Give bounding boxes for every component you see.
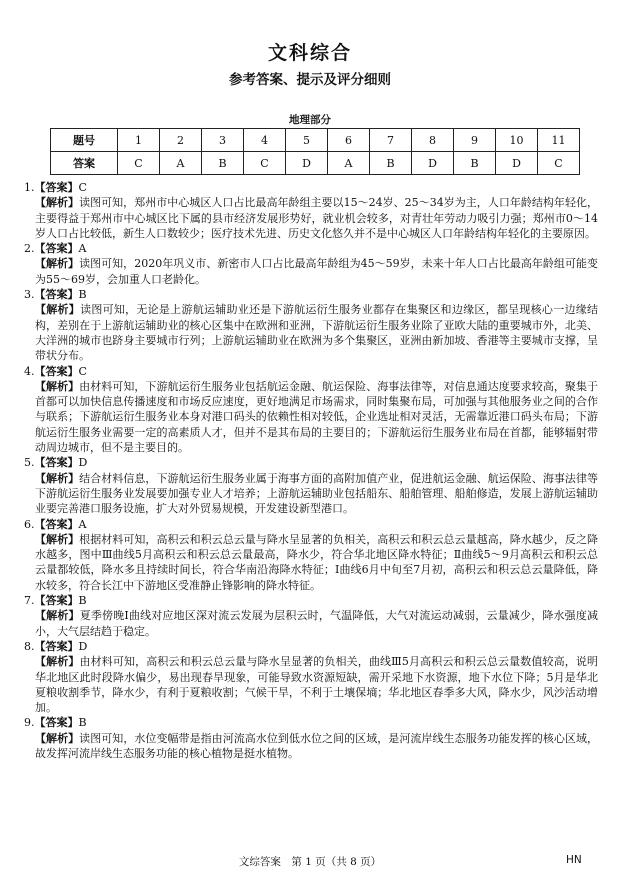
explanation-label: 【解析】 — [35, 196, 80, 210]
explanation-label: 【解析】 — [35, 379, 80, 393]
question-number: 3. — [24, 288, 35, 302]
table-cell-answer: D — [412, 152, 454, 175]
answer-value: B — [78, 594, 87, 608]
page-footer: 文综答案 第 1 页（共 8 页） — [238, 856, 382, 868]
answer-explanations — [24, 180, 598, 761]
answer-label: 【答案】 — [34, 716, 79, 730]
question-number: 6. — [24, 517, 35, 531]
explanation-text: 读图可知，2020年巩义市、新密市人口占比最高年龄组为45～59岁，未来十年人口占比最高年龄组可能变为55～69岁，会加重人口老龄化。 — [35, 257, 598, 286]
table-cell-number: 9 — [454, 129, 496, 152]
question-number: 7. — [24, 594, 35, 608]
explanation-label: 【解析】 — [35, 532, 80, 546]
table-cell-number: 2 — [160, 129, 202, 152]
question-number: 4. — [24, 364, 35, 378]
answer-label: 【答案】 — [34, 181, 79, 194]
table-cell-answer: C — [538, 152, 580, 175]
answer-table-number-row — [51, 129, 580, 152]
explanation — [24, 471, 598, 517]
answer-value: C — [78, 364, 87, 378]
answer-value: B — [78, 716, 87, 730]
answer-label: 【答案】 — [34, 456, 79, 470]
explanation-text: 由材料可知，下游航运衍生服务业包括航运金融、航运保险、海事法律等，对信息通达度要求较高，聚集于首都可以加快信息传播速度和市场反应速度，更好地满足市场需求，同时集聚布局，可加强与其他服务业之间的合作与联系；下游航运衍生服务业本身对港口码头的依赖性相对较低，企业选址相对灵活，无需靠近港口码头布局；下游航运衍生服务业需要一定的高素质人才，但并不是其布局的主要目的；下游航运衍生服务业布局在首都，能够辐射带动周边城市，但不是主要目的。 — [35, 379, 599, 455]
document-title: 文科综合 — [267, 42, 352, 64]
explanation — [24, 731, 598, 762]
explanation — [24, 608, 598, 639]
table-cell-number: 8 — [412, 129, 454, 152]
answer-line — [24, 639, 598, 654]
question-block — [24, 639, 598, 715]
answer-label: 【答案】 — [34, 594, 79, 608]
explanation-text: 根据材料可知，高积云和积云总云量与降水呈显著的负相关，高积云和积云总云量越高，降水越少，反之降水越多，图中Ⅲ曲线5月高积云和积云总云量最高，降水少，符合华北地区降水特征；Ⅱ曲线5～9月高积云和积云总云量都较低，降水多且持续时间长，符合华南沿海降水特征；Ⅰ曲线6月中旬至7月初，高积云和积云总云量降低，降水较多，符合长江中下游地区受准静止锋影响的降水特征。 — [35, 532, 599, 592]
table-cell-answer: D — [286, 152, 328, 175]
table-cell-number: 3 — [202, 129, 244, 152]
table-cell-number: 6 — [328, 129, 370, 152]
explanation-text: 夏季傍晚Ⅰ曲线对应地区深对流云发展为层积云时，气温降低，大气对流运动减弱，云量减少，降水强度减小，大气层结趋于稳定。 — [35, 609, 599, 638]
answer-line — [24, 593, 598, 608]
answer-table-row-label: 答案 — [51, 152, 118, 175]
table-cell-number: 4 — [244, 129, 286, 152]
explanation-label: 【解析】 — [35, 303, 81, 317]
answer-line — [24, 517, 598, 532]
explanation-text: 结合材料信息，下游航运衍生服务业属于海事方面的高附加值产业，促进航运金融、航运保险、海事法律等下游航运衍生服务业发展要加强专业人才培养；上游航运辅助业包括船东、船舶管理、船舶修造，发展上游航运辅助业要完善港口服务设施，扩大对外贸易规模，开发建设新型港口。 — [35, 471, 599, 516]
table-cell-number: 10 — [496, 129, 538, 152]
explanation — [24, 379, 598, 455]
answer-value: A — [78, 517, 87, 531]
answer-label: 【答案】 — [34, 517, 79, 531]
table-cell-answer: B — [370, 152, 412, 175]
explanation-label: 【解析】 — [35, 731, 80, 745]
answer-value: D — [78, 639, 88, 653]
explanation-text: 读图可知，水位变幅带是指由河流高水位到低水位之间的区域，是河流岸线生态服务功能发挥的核心区域，故发挥河流岸线生态服务功能的核心植物是挺水植物。 — [35, 731, 599, 760]
answer-label: 【答案】 — [34, 639, 79, 653]
table-cell-number: 7 — [370, 129, 412, 152]
question-number: 5. — [24, 456, 35, 470]
table-cell-answer: A — [328, 152, 370, 175]
table-cell-answer: C — [244, 152, 286, 175]
explanation — [24, 195, 598, 241]
section-heading: 地理部分 — [289, 114, 331, 126]
question-block — [24, 455, 598, 516]
document-subtitle: 参考答案、提示及评分细则 — [229, 72, 391, 88]
table-cell-answer: B — [202, 152, 244, 175]
answer-line — [24, 287, 598, 302]
answer-line — [24, 715, 598, 730]
explanation-text: 读图可知，无论是上游航运辅助业还是下游航运衍生服务业都存在集聚区和边缘区，都呈现核心一边缘结构，差别在于上游航运辅助业的核心区集中在欧洲和亚洲，下游航运衍生服务业除了亚欧大陆的重要城市外，北美、大洋洲的城市也跻身主要城市行列；上游航运辅助业在欧洲为多个集聚区，亚洲由新加坡、香港等主要城市支撑，呈带状分布。 — [35, 303, 598, 363]
explanation — [24, 654, 598, 715]
table-cell-answer: C — [118, 152, 160, 175]
answer-value: B — [78, 288, 87, 302]
table-cell-number: 5 — [286, 129, 328, 152]
answer-line — [24, 364, 598, 379]
question-block — [24, 180, 598, 241]
answer-value: C — [78, 181, 87, 194]
table-cell-number: 1 — [118, 129, 160, 152]
table-cell-answer: D — [496, 152, 538, 175]
answer-value: A — [78, 242, 87, 256]
answer-label: 【答案】 — [34, 288, 79, 302]
table-cell-answer: A — [160, 152, 202, 175]
explanation-label: 【解析】 — [35, 471, 80, 485]
explanation-label: 【解析】 — [35, 257, 80, 271]
footer-region-code: HN — [566, 854, 582, 866]
answer-table — [50, 128, 580, 175]
explanation-label: 【解析】 — [35, 655, 80, 669]
explanation — [24, 302, 598, 363]
explanation-label: 【解析】 — [35, 609, 80, 623]
explanation — [24, 256, 598, 287]
answer-line — [24, 180, 598, 195]
question-number: 9. — [24, 716, 35, 730]
question-block — [24, 241, 598, 287]
answer-table-answer-row — [51, 152, 580, 175]
explanation — [24, 532, 598, 593]
table-cell-answer: B — [454, 152, 496, 175]
question-block — [24, 715, 598, 761]
explanation-text: 由材料可知，高积云和积云总云量与降水呈显著的负相关，曲线Ⅲ5月高积云和积云总云量数值较高，说明华北地区此时段降水偏少，易出现春旱现象，可能导致水资源短缺，需开采地下水资源，地下水位下降；5月是华北夏粮收割季节，降水少，有利于夏粮收割；气候干旱，不利于土壤保墒；华北地区春季多大风，降水少，风沙活动增加。 — [35, 655, 598, 715]
question-block — [24, 364, 598, 456]
answer-line — [24, 241, 598, 256]
question-number: 1. — [24, 181, 35, 194]
explanation-text: 读图可知，郑州市中心城区人口占比最高年龄组主要以15～24岁、25～34岁为主，人口年龄结构年轻化，主要得益于郑州市中心城区比下属的县市经济发展形势好，就业机会较多，对青壮年劳动力吸引力强；郑州市0～14岁人口占比较低，新生人口数较少；医疗技术先进、历史文化悠久并不是中心城区人口年龄结构年轻化的主要原因。 — [35, 196, 598, 240]
question-block — [24, 287, 598, 363]
table-cell-number: 11 — [538, 129, 580, 152]
answer-table-row-label: 题号 — [51, 129, 118, 152]
question-block — [24, 593, 598, 639]
answer-label: 【答案】 — [34, 242, 79, 256]
question-block — [24, 517, 598, 593]
question-number: 8. — [24, 639, 35, 653]
question-number: 2. — [24, 242, 35, 256]
answer-value: D — [78, 456, 88, 470]
answer-line — [24, 455, 598, 470]
answer-label: 【答案】 — [34, 364, 79, 378]
